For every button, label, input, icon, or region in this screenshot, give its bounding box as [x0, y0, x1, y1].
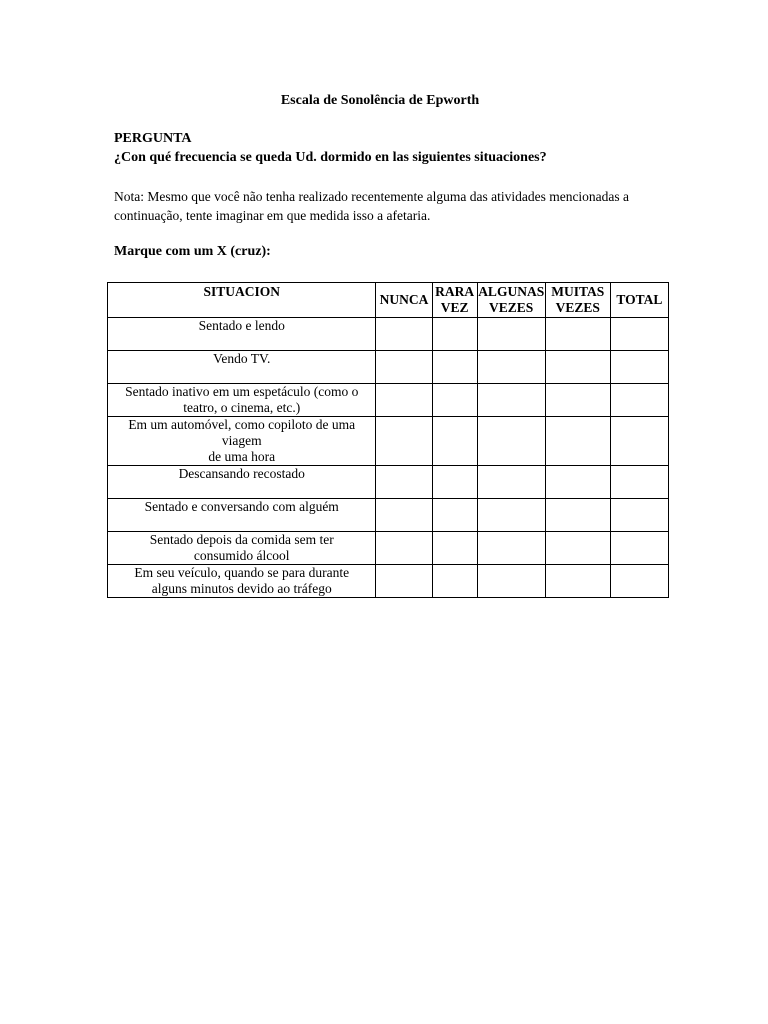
answer-cell-algunas-vezes[interactable] [477, 318, 545, 351]
answer-cell-total[interactable] [610, 318, 668, 351]
answer-cell-rara-vez[interactable] [432, 351, 477, 384]
answer-cell-algunas-vezes[interactable] [477, 417, 545, 466]
answer-cell-nunca[interactable] [376, 351, 432, 384]
situation-cell [108, 565, 376, 598]
answer-cell-nunca[interactable] [376, 532, 432, 565]
situation-cell [108, 499, 376, 532]
answer-cell-total[interactable] [610, 384, 668, 417]
answer-cell-total[interactable] [610, 351, 668, 384]
situation-cell [108, 351, 376, 384]
situation-label: Sentado inativo em um espetáculo (como o teatro, o cinema, etc.) [125, 384, 359, 415]
answer-cell-algunas-vezes[interactable] [477, 384, 545, 417]
answer-cell-muitas-vezes[interactable] [545, 499, 610, 532]
table-row [108, 384, 669, 417]
table-row [108, 532, 669, 565]
answer-cell-total[interactable] [610, 466, 668, 499]
answer-cell-nunca[interactable] [376, 417, 432, 466]
answer-cell-total[interactable] [610, 565, 668, 598]
situation-label: Em seu veículo, quando se para durante alguns minutos devido ao tráfego [134, 565, 350, 596]
page-title: Escala de Sonolência de Epworth [280, 93, 480, 108]
header-situacion: SITUACION [108, 283, 376, 318]
situation-label: Descansando recostado [178, 466, 305, 481]
situation-cell [108, 417, 376, 466]
table-row [108, 466, 669, 499]
answer-cell-rara-vez[interactable] [432, 318, 477, 351]
header-nunca: NUNCA [376, 283, 432, 318]
situation-cell [108, 384, 376, 417]
answer-cell-rara-vez[interactable] [432, 565, 477, 598]
header-muitas-vezes [545, 283, 610, 318]
situation-label: Sentado e lendo [198, 318, 285, 333]
answer-cell-algunas-vezes[interactable] [477, 499, 545, 532]
table-header-row [108, 283, 669, 318]
answer-cell-nunca[interactable] [376, 499, 432, 532]
answer-cell-total[interactable] [610, 417, 668, 466]
answer-cell-rara-vez[interactable] [432, 417, 477, 466]
situation-cell [108, 532, 376, 565]
answer-cell-muitas-vezes[interactable] [545, 417, 610, 466]
header-algunas-vezes-label: ALGUNAS VEZES [478, 284, 545, 315]
situation-label: Em um automóvel, como copiloto de uma viagem de uma hora [128, 417, 356, 464]
table-row [108, 318, 669, 351]
header-total: TOTAL [610, 283, 668, 318]
answer-cell-nunca[interactable] [376, 384, 432, 417]
answer-cell-algunas-vezes[interactable] [477, 565, 545, 598]
table-row [108, 499, 669, 532]
answer-cell-total[interactable] [610, 499, 668, 532]
answer-cell-nunca[interactable] [376, 466, 432, 499]
answer-cell-muitas-vezes[interactable] [545, 466, 610, 499]
situation-label: Vendo TV. [213, 351, 271, 366]
header-rara-vez-label: RARA VEZ [435, 284, 475, 315]
answer-cell-muitas-vezes[interactable] [545, 351, 610, 384]
answer-cell-muitas-vezes[interactable] [545, 532, 610, 565]
answer-cell-algunas-vezes[interactable] [477, 466, 545, 499]
instruction-text: Marque com um X (cruz): [114, 244, 271, 259]
answer-cell-muitas-vezes[interactable] [545, 384, 610, 417]
answer-cell-total[interactable] [610, 532, 668, 565]
answer-cell-algunas-vezes[interactable] [477, 532, 545, 565]
question-text: ¿Con qué frecuencia se queda Ud. dormido en las siguientes situaciones? [114, 150, 547, 165]
answer-cell-muitas-vezes[interactable] [545, 565, 610, 598]
answer-cell-algunas-vezes[interactable] [477, 351, 545, 384]
header-muitas-vezes-label: MUITAS VEZES [551, 284, 605, 315]
answer-cell-nunca[interactable] [376, 565, 432, 598]
table-row [108, 351, 669, 384]
question-label: PERGUNTA [114, 131, 192, 146]
epworth-scale-table [107, 282, 669, 598]
situation-label: Sentado depois da comida sem ter consumido álcool [149, 532, 334, 563]
situation-cell [108, 466, 376, 499]
note-text: Nota: Mesmo que você não tenha realizado recentemente alguma das atividades mencionadas a continuação, tente imaginar em que medida isso a afetaria. [114, 189, 630, 223]
table-body [108, 318, 669, 598]
answer-cell-rara-vez[interactable] [432, 532, 477, 565]
answer-cell-rara-vez[interactable] [432, 466, 477, 499]
answer-cell-rara-vez[interactable] [432, 499, 477, 532]
answer-cell-nunca[interactable] [376, 318, 432, 351]
table-row [108, 565, 669, 598]
answer-cell-muitas-vezes[interactable] [545, 318, 610, 351]
header-algunas-vezes [477, 283, 545, 318]
answer-cell-rara-vez[interactable] [432, 384, 477, 417]
header-rara-vez [432, 283, 477, 318]
table-row [108, 417, 669, 466]
situation-label: Sentado e conversando com alguém [144, 499, 339, 514]
situation-cell [108, 318, 376, 351]
